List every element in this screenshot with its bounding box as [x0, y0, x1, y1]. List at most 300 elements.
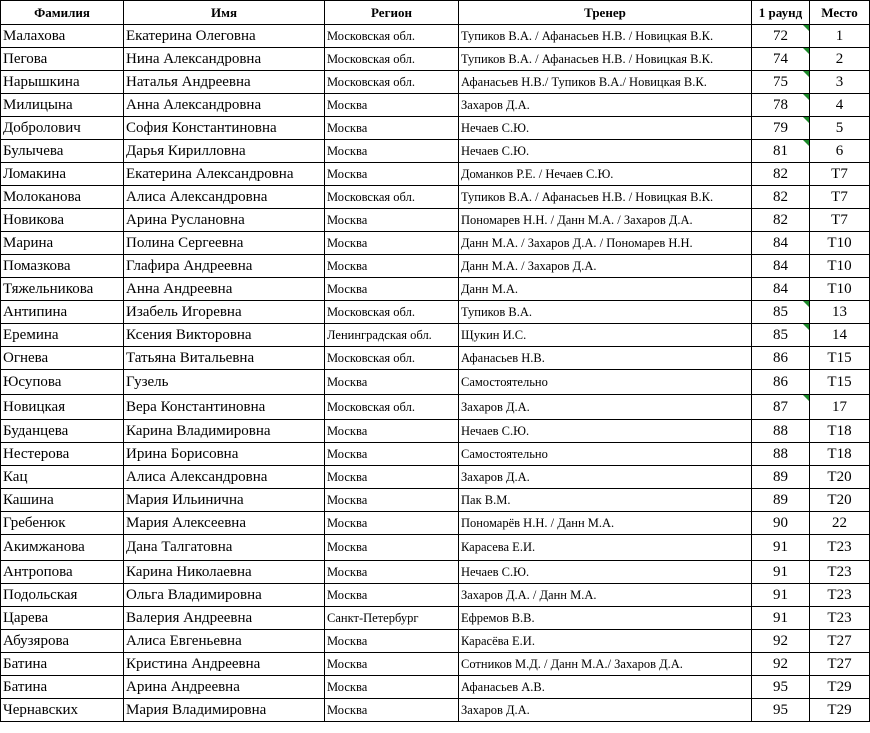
name-cell	[124, 94, 325, 117]
round1-cell	[752, 653, 810, 676]
surname-cell	[1, 443, 124, 466]
region-text: Московская обл.	[327, 350, 415, 365]
header-round1: 1 раунд	[752, 1, 810, 25]
surname-text: Помазкова	[3, 257, 71, 274]
name-text: Анна Александровна	[126, 96, 262, 113]
name-cell	[124, 71, 325, 94]
header-row	[1, 1, 870, 25]
surname-text: Булычева	[3, 142, 64, 159]
surname-text: Милицына	[3, 96, 73, 113]
table-row	[1, 163, 870, 186]
region-cell	[325, 186, 459, 209]
coach-cell	[459, 535, 752, 561]
round1-text: 86	[773, 373, 788, 390]
surname-text: Нарышкина	[3, 73, 80, 90]
place-text: T23	[827, 586, 852, 603]
place-text: T23	[827, 563, 852, 580]
region-cell	[325, 420, 459, 443]
round1-text: 92	[773, 655, 788, 672]
place-text: 13	[832, 303, 847, 320]
table-row	[1, 324, 870, 347]
region-text: Московская обл.	[327, 304, 415, 319]
round1-text: 79	[773, 119, 788, 136]
round1-text: 90	[773, 514, 788, 531]
surname-cell	[1, 607, 124, 630]
place-text: T7	[831, 188, 848, 205]
region-text: Москва	[327, 446, 368, 461]
coach-cell	[459, 301, 752, 324]
coach-cell	[459, 489, 752, 512]
coach-cell	[459, 71, 752, 94]
round1-cell	[752, 395, 810, 420]
coach-cell	[459, 512, 752, 535]
surname-cell	[1, 117, 124, 140]
region-text: Москва	[327, 515, 368, 530]
surname-cell	[1, 489, 124, 512]
name-cell	[124, 420, 325, 443]
region-cell	[325, 163, 459, 186]
name-cell	[124, 676, 325, 699]
surname-text: Новикова	[3, 211, 65, 228]
surname-text: Антропова	[3, 563, 73, 580]
coach-text: Данн М.А.	[461, 281, 518, 296]
region-text: Московская обл.	[327, 74, 415, 89]
place-text: T18	[827, 422, 852, 439]
region-text: Москва	[327, 281, 368, 296]
table-row	[1, 512, 870, 535]
table-row	[1, 395, 870, 420]
table-row	[1, 278, 870, 301]
surname-text: Пегова	[3, 50, 48, 67]
place-text: 14	[832, 326, 847, 343]
round1-cell	[752, 489, 810, 512]
coach-cell	[459, 370, 752, 395]
round1-text: 81	[773, 142, 788, 159]
coach-cell	[459, 186, 752, 209]
surname-text: Добролович	[3, 119, 81, 136]
region-cell	[325, 209, 459, 232]
name-text: Анна Андреевна	[126, 280, 233, 297]
region-text: Ленинградская обл.	[327, 327, 432, 342]
region-cell	[325, 324, 459, 347]
coach-text: Тупиков В.А.	[461, 304, 532, 319]
region-cell	[325, 676, 459, 699]
comment-marker-icon	[803, 324, 809, 330]
name-cell	[124, 370, 325, 395]
surname-cell	[1, 25, 124, 48]
name-text: Мария Алексеевна	[126, 514, 246, 531]
coach-cell	[459, 255, 752, 278]
table-row	[1, 443, 870, 466]
coach-text: Афанасьев Н.В.	[461, 350, 545, 365]
round1-cell	[752, 561, 810, 584]
region-cell	[325, 232, 459, 255]
region-cell	[325, 630, 459, 653]
surname-cell	[1, 395, 124, 420]
round1-text: 95	[773, 701, 788, 718]
place-cell	[810, 301, 870, 324]
region-cell	[325, 699, 459, 722]
round1-text: 89	[773, 491, 788, 508]
coach-cell	[459, 420, 752, 443]
comment-marker-icon	[803, 117, 809, 123]
round1-text: 91	[773, 586, 788, 603]
round1-cell	[752, 535, 810, 561]
place-cell	[810, 676, 870, 699]
comment-marker-icon	[803, 140, 809, 146]
region-text: Москва	[327, 97, 368, 112]
region-cell	[325, 117, 459, 140]
round1-text: 74	[773, 50, 788, 67]
region-text: Москва	[327, 235, 368, 250]
header-coach: Тренер	[459, 1, 752, 25]
coach-text: Захаров Д.А. / Данн М.А.	[461, 587, 597, 602]
round1-text: 84	[773, 234, 788, 251]
name-text: Алиса Александровна	[126, 468, 268, 485]
coach-cell	[459, 163, 752, 186]
place-cell	[810, 186, 870, 209]
round1-cell	[752, 301, 810, 324]
region-cell	[325, 25, 459, 48]
surname-text: Подольская	[3, 586, 78, 603]
surname-cell	[1, 630, 124, 653]
coach-text: Тупиков В.А. / Афанасьев Н.В. / Новицкая В.К.	[461, 189, 714, 204]
round1-cell	[752, 94, 810, 117]
coach-cell	[459, 443, 752, 466]
surname-cell	[1, 324, 124, 347]
table-row	[1, 347, 870, 370]
surname-text: Малахова	[3, 27, 66, 44]
region-text: Москва	[327, 656, 368, 671]
place-cell	[810, 370, 870, 395]
place-cell	[810, 699, 870, 722]
region-cell	[325, 653, 459, 676]
round1-text: 72	[773, 27, 788, 44]
region-text: Москва	[327, 564, 368, 579]
coach-text: Доманков Р.Е. / Нечаев С.Ю.	[461, 166, 614, 181]
region-text: Москва	[327, 469, 368, 484]
place-cell	[810, 395, 870, 420]
coach-cell	[459, 676, 752, 699]
header-region: Регион	[325, 1, 459, 25]
table-row	[1, 71, 870, 94]
name-cell	[124, 512, 325, 535]
name-cell	[124, 653, 325, 676]
place-text: T29	[827, 678, 852, 695]
comment-marker-icon	[803, 25, 809, 31]
region-text: Московская обл.	[327, 189, 415, 204]
coach-text: Афанасьев Н.В./ Тупиков В.А./ Новицкая В.К.	[461, 74, 707, 89]
round1-cell	[752, 117, 810, 140]
coach-text: Пак В.М.	[461, 492, 511, 507]
round1-cell	[752, 699, 810, 722]
surname-cell	[1, 48, 124, 71]
name-cell	[124, 607, 325, 630]
coach-text: Карасёва Е.И.	[461, 633, 535, 648]
place-cell	[810, 420, 870, 443]
round1-cell	[752, 163, 810, 186]
region-text: Москва	[327, 702, 368, 717]
round1-text: 86	[773, 349, 788, 366]
round1-text: 85	[773, 326, 788, 343]
surname-cell	[1, 163, 124, 186]
table-row	[1, 370, 870, 395]
table-row	[1, 607, 870, 630]
coach-text: Нечаев С.Ю.	[461, 143, 530, 158]
round1-cell	[752, 25, 810, 48]
name-text: Екатерина Александровна	[126, 165, 294, 182]
region-text: Московская обл.	[327, 28, 415, 43]
coach-cell	[459, 699, 752, 722]
name-text: Татьяна Витальевна	[126, 349, 255, 366]
name-cell	[124, 140, 325, 163]
surname-cell	[1, 186, 124, 209]
surname-text: Царева	[3, 609, 49, 626]
round1-text: 92	[773, 632, 788, 649]
surname-text: Абузярова	[3, 632, 69, 649]
table-row	[1, 140, 870, 163]
region-cell	[325, 370, 459, 395]
name-cell	[124, 584, 325, 607]
place-text: T29	[827, 701, 852, 718]
coach-text: Нечаев С.Ю.	[461, 423, 530, 438]
header-surname: Фамилия	[1, 1, 124, 25]
round1-text: 84	[773, 280, 788, 297]
place-cell	[810, 489, 870, 512]
comment-marker-icon	[803, 94, 809, 100]
surname-cell	[1, 466, 124, 489]
coach-cell	[459, 25, 752, 48]
region-text: Московская обл.	[327, 51, 415, 66]
place-cell	[810, 443, 870, 466]
round1-text: 88	[773, 445, 788, 462]
comment-marker-icon	[803, 395, 809, 401]
round1-cell	[752, 607, 810, 630]
surname-cell	[1, 301, 124, 324]
place-text: T18	[827, 445, 852, 462]
name-text: Алиса Евгеньевна	[126, 632, 242, 649]
place-text: 17	[832, 398, 847, 415]
region-text: Москва	[327, 492, 368, 507]
name-text: Вера Константиновна	[126, 398, 266, 415]
name-text: Екатерина Олеговна	[126, 27, 256, 44]
place-text: 22	[832, 514, 847, 531]
name-text: Кристина Андреевна	[126, 655, 261, 672]
surname-cell	[1, 209, 124, 232]
table-row	[1, 48, 870, 71]
round1-cell	[752, 676, 810, 699]
coach-text: Захаров Д.А.	[461, 469, 530, 484]
surname-cell	[1, 676, 124, 699]
surname-cell	[1, 653, 124, 676]
table-row	[1, 420, 870, 443]
place-text: T10	[827, 234, 852, 251]
coach-cell	[459, 395, 752, 420]
round1-text: 82	[773, 165, 788, 182]
place-cell	[810, 232, 870, 255]
round1-cell	[752, 347, 810, 370]
name-text: Гузель	[126, 373, 169, 390]
coach-cell	[459, 347, 752, 370]
table-row	[1, 186, 870, 209]
place-cell	[810, 535, 870, 561]
region-cell	[325, 512, 459, 535]
table-row	[1, 676, 870, 699]
round1-text: 91	[773, 539, 788, 555]
surname-cell	[1, 561, 124, 584]
surname-cell	[1, 584, 124, 607]
round1-cell	[752, 512, 810, 535]
name-text: Мария Владимировна	[126, 701, 267, 718]
table-row	[1, 584, 870, 607]
surname-text: Еремина	[3, 326, 59, 343]
coach-cell	[459, 607, 752, 630]
place-cell	[810, 584, 870, 607]
round1-text: 85	[773, 303, 788, 320]
surname-cell	[1, 420, 124, 443]
round1-cell	[752, 443, 810, 466]
place-cell	[810, 255, 870, 278]
region-cell	[325, 561, 459, 584]
coach-text: Самостоятельно	[461, 446, 548, 461]
coach-text: Тупиков В.А. / Афанасьев Н.В. / Новицкая В.К.	[461, 51, 714, 66]
name-cell	[124, 466, 325, 489]
surname-text: Тяжельникова	[3, 280, 94, 297]
surname-text: Нестерова	[3, 445, 70, 462]
place-cell	[810, 71, 870, 94]
surname-cell	[1, 255, 124, 278]
name-cell	[124, 347, 325, 370]
place-text: 2	[835, 50, 844, 67]
name-text: Валерия Андреевна	[126, 609, 253, 626]
place-cell	[810, 209, 870, 232]
place-cell	[810, 117, 870, 140]
header-name: Имя	[124, 1, 325, 25]
round1-cell	[752, 140, 810, 163]
place-cell	[810, 512, 870, 535]
table-row	[1, 25, 870, 48]
place-text: 3	[835, 73, 844, 90]
name-cell	[124, 278, 325, 301]
surname-text: Огнева	[3, 349, 49, 366]
table-row	[1, 489, 870, 512]
region-cell	[325, 48, 459, 71]
coach-cell	[459, 278, 752, 301]
surname-text: Ломакина	[3, 165, 67, 182]
round1-cell	[752, 232, 810, 255]
header-place: Место	[810, 1, 870, 25]
surname-text: Кац	[3, 468, 28, 485]
surname-cell	[1, 71, 124, 94]
region-text: Москва	[327, 143, 368, 158]
place-text: T27	[827, 632, 852, 649]
surname-text: Новицкая	[3, 398, 66, 415]
surname-cell	[1, 140, 124, 163]
name-text: Наталья Андреевна	[126, 73, 251, 90]
place-text: T10	[827, 280, 852, 297]
table-row	[1, 630, 870, 653]
surname-text: Акимжанова	[3, 539, 85, 555]
surname-text: Юсупова	[3, 373, 62, 390]
name-text: Дарья Кирилловна	[126, 142, 246, 159]
region-cell	[325, 140, 459, 163]
coach-text: Захаров Д.А.	[461, 702, 530, 717]
place-text: T7	[831, 165, 848, 182]
coach-cell	[459, 324, 752, 347]
place-text: T23	[827, 539, 852, 555]
round1-cell	[752, 466, 810, 489]
name-cell	[124, 186, 325, 209]
table-row	[1, 535, 870, 561]
place-cell	[810, 653, 870, 676]
round1-text: 91	[773, 609, 788, 626]
name-text: Алиса Александровна	[126, 188, 268, 205]
table-body	[1, 25, 870, 722]
place-text: T23	[827, 609, 852, 626]
name-text: Ирина Борисовна	[126, 445, 239, 462]
table-row	[1, 699, 870, 722]
comment-marker-icon	[803, 71, 809, 77]
place-text: 6	[835, 142, 844, 159]
coach-text: Данн М.А. / Захаров Д.А. / Пономарев Н.Н.	[461, 235, 693, 250]
comment-marker-icon	[803, 301, 809, 307]
coach-text: Тупиков В.А. / Афанасьев Н.В. / Новицкая В.К.	[461, 28, 714, 43]
name-cell	[124, 232, 325, 255]
round1-cell	[752, 186, 810, 209]
place-cell	[810, 25, 870, 48]
surname-cell	[1, 512, 124, 535]
name-text: Ольга Владимировна	[126, 586, 262, 603]
name-text: Дана Талгатовна	[126, 539, 233, 555]
region-text: Москва	[327, 258, 368, 273]
table-row	[1, 653, 870, 676]
round1-cell	[752, 630, 810, 653]
place-text: T15	[827, 349, 852, 366]
name-cell	[124, 163, 325, 186]
region-cell	[325, 466, 459, 489]
region-text: Москва	[327, 120, 368, 135]
region-cell	[325, 489, 459, 512]
table-row	[1, 94, 870, 117]
region-text: Москва	[327, 166, 368, 181]
round1-cell	[752, 48, 810, 71]
surname-cell	[1, 370, 124, 395]
coach-cell	[459, 232, 752, 255]
surname-text: Чернавских	[3, 701, 79, 718]
coach-cell	[459, 94, 752, 117]
round1-cell	[752, 370, 810, 395]
name-text: София Константиновна	[126, 119, 277, 136]
name-text: Глафира Андреевна	[126, 257, 253, 274]
region-text: Москва	[327, 212, 368, 227]
name-text: Изабель Игоревна	[126, 303, 242, 320]
coach-cell	[459, 48, 752, 71]
coach-text: Пономарёв Н.Н. / Данн М.А.	[461, 515, 615, 530]
round1-cell	[752, 584, 810, 607]
coach-text: Захаров Д.А.	[461, 97, 530, 112]
surname-text: Марина	[3, 234, 54, 251]
region-cell	[325, 535, 459, 561]
place-cell	[810, 94, 870, 117]
region-cell	[325, 395, 459, 420]
place-cell	[810, 140, 870, 163]
table-row	[1, 466, 870, 489]
place-cell	[810, 324, 870, 347]
coach-cell	[459, 630, 752, 653]
name-text: Арина Андреевна	[126, 678, 240, 695]
round1-text: 82	[773, 211, 788, 228]
coach-text: Нечаев С.Ю.	[461, 120, 530, 135]
